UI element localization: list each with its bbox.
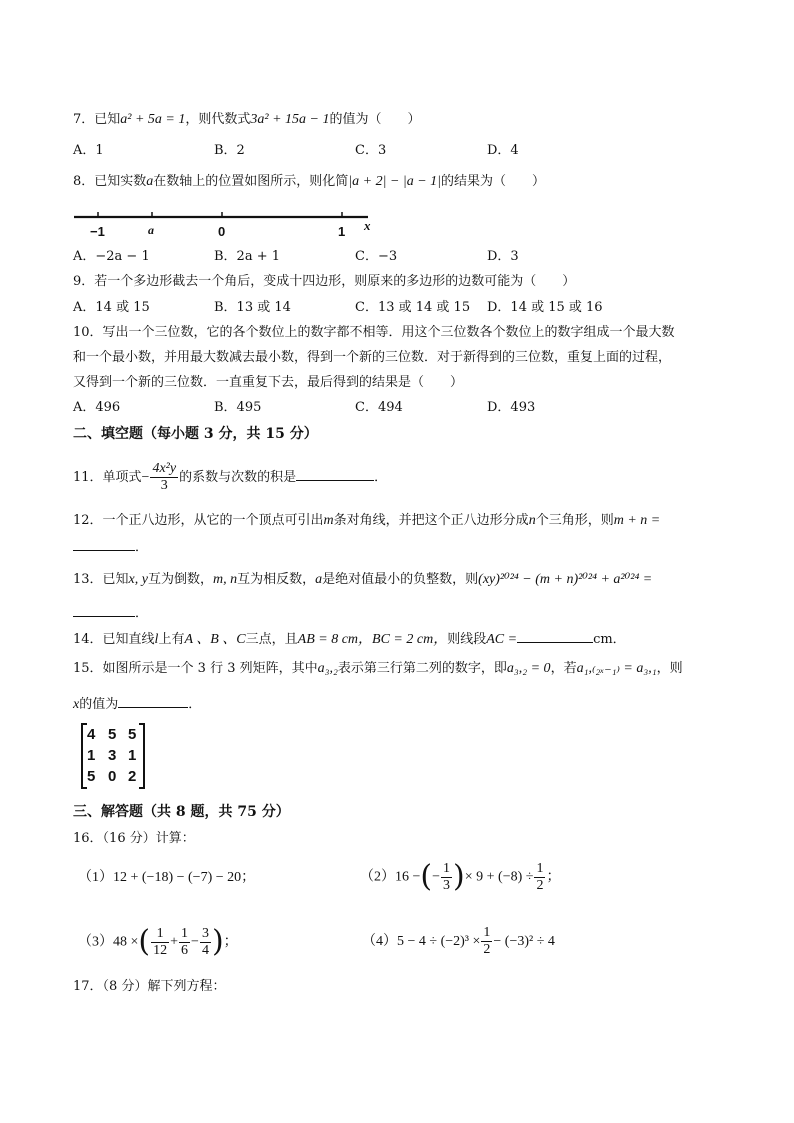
q7-option-c: C．3 bbox=[355, 143, 387, 158]
q14-unit: cm． bbox=[593, 632, 626, 647]
q12-expression: m + n = bbox=[613, 513, 661, 528]
q14-text3: 则线段 bbox=[447, 632, 487, 647]
q8-text: 在数轴上的位置如图所示，则化简 bbox=[153, 174, 349, 189]
q15-a32: a₃,₂ bbox=[317, 661, 338, 676]
label-0: 0 bbox=[218, 224, 226, 239]
q11-denominator: 3 bbox=[160, 478, 168, 493]
matrix-cell: 5 bbox=[128, 726, 137, 743]
q12-n: n bbox=[528, 513, 536, 528]
section-2-heading: 二、填空题（每小题 3 分，共 15 分） bbox=[73, 426, 318, 442]
denominator: 4 bbox=[201, 942, 209, 958]
q9-option-b: B．13 或 14 bbox=[214, 300, 291, 315]
q16-part3-a: （3）48 × bbox=[78, 934, 139, 950]
q14-points: A 、B 、C bbox=[184, 632, 246, 647]
q15-eq1: a₃,₂ = 0 bbox=[506, 661, 551, 676]
matrix-cell: 5 bbox=[87, 768, 96, 785]
q12-blank[interactable] bbox=[73, 536, 135, 551]
q14-line bbox=[73, 628, 626, 650]
q12-m: m bbox=[323, 513, 334, 528]
q16-frac-3-4 bbox=[200, 926, 211, 959]
q7-option-d: D．4 bbox=[487, 143, 519, 158]
q15-text1: 15．如图所示是一个 3 行 3 列矩阵，其中 bbox=[73, 661, 318, 676]
q14-l: l bbox=[154, 632, 159, 647]
q8-number: 8．已知实数 bbox=[73, 174, 147, 189]
q15-x: x bbox=[73, 697, 80, 712]
q9-option-d: D．14 或 15 或 16 bbox=[487, 300, 603, 315]
q16-title: 16．（16 分）计算： bbox=[73, 831, 195, 846]
q8-option-d: D．3 bbox=[487, 249, 519, 264]
q13-line bbox=[73, 570, 652, 590]
q10-option-a: A．496 bbox=[73, 400, 121, 415]
q8-line bbox=[73, 172, 545, 192]
q13-answer-line bbox=[73, 602, 148, 624]
q13-blank[interactable] bbox=[73, 602, 135, 617]
q13-a: a bbox=[315, 572, 323, 587]
denominator: 6 bbox=[181, 942, 189, 958]
matrix-cell: 1 bbox=[87, 747, 96, 764]
q12-text2: 条对角线，并把这个正八边形分成 bbox=[333, 513, 529, 528]
q11-minus: − bbox=[141, 470, 150, 485]
label-a: a bbox=[148, 223, 154, 237]
q11-end: ． bbox=[374, 470, 388, 485]
q7-number: 7．已知 bbox=[73, 112, 121, 127]
label-x: x bbox=[364, 218, 371, 233]
numerator: 1 bbox=[536, 860, 544, 876]
q16-frac-1-2b bbox=[481, 925, 492, 958]
label-neg1: −1 bbox=[90, 224, 105, 239]
q10-line1: 10．写出一个三位数，它的各个数位上的数字都不相等．用这个三位数各个数位上的数字组成一个最大数 bbox=[73, 325, 675, 340]
q15-line2 bbox=[73, 693, 201, 715]
q15-text3: ，若 bbox=[550, 661, 577, 676]
q10-line3: 又得到一个新的三位数．一直重复下去，最后得到的结果是（ ） bbox=[73, 375, 464, 390]
left-paren: ( bbox=[138, 924, 151, 959]
q17-title: 17．（8 分）解下列方程： bbox=[73, 979, 226, 994]
numerator: 3 bbox=[201, 925, 209, 941]
q7-tail: 的值为（ ） bbox=[329, 112, 421, 127]
matrix-cell: 3 bbox=[108, 747, 117, 764]
q7-option-a: A．1 bbox=[73, 143, 104, 158]
q7-option-b: B．2 bbox=[214, 143, 245, 158]
right-paren: ) bbox=[211, 924, 224, 959]
q10-option-b: B．495 bbox=[214, 400, 262, 415]
q15-end: ． bbox=[188, 697, 202, 712]
q16-part3 bbox=[78, 917, 238, 968]
q15-text2: 表示第三行第二列的数字，即 bbox=[337, 661, 507, 676]
q9-option-c: C．13 或 14 或 15 bbox=[355, 300, 471, 315]
q13-expression: (xy)²⁰²⁴ − (m + n)²⁰²⁴ + a²⁰²⁴ = bbox=[478, 572, 653, 587]
q8-tail: 的结果为（ ） bbox=[441, 174, 546, 189]
q16-part1-expr: （1）12 + (−18) − (−7) − 20； bbox=[78, 870, 256, 885]
plus-sign: + bbox=[170, 934, 179, 950]
q15-line1 bbox=[73, 659, 683, 679]
q12-end: ． bbox=[135, 540, 149, 555]
q16-part2-c: ； bbox=[546, 869, 561, 885]
q7-line bbox=[73, 110, 421, 130]
numerator: 1 bbox=[483, 925, 491, 940]
q14-text1: 上有 bbox=[158, 632, 185, 647]
q14-blank[interactable] bbox=[517, 628, 593, 643]
q13-end: ． bbox=[135, 606, 149, 621]
q16-part2-a: （2）16 − bbox=[360, 869, 421, 885]
q8-var: a bbox=[146, 174, 154, 189]
matrix-cell: 4 bbox=[87, 726, 96, 743]
number-line-figure bbox=[72, 200, 382, 246]
matrix-cell: 0 bbox=[108, 768, 117, 785]
q10-option-c: C．494 bbox=[355, 400, 403, 415]
q12-text1: 12．一个正八边形，从它的一个顶点可引出 bbox=[73, 513, 324, 528]
q13-xy: x, y bbox=[128, 572, 148, 587]
matrix-cell: 2 bbox=[128, 768, 137, 785]
q12-line bbox=[73, 511, 660, 531]
matrix-cell: 5 bbox=[108, 726, 117, 743]
q8-option-a: A．−2a − 1 bbox=[73, 249, 150, 264]
q13-text2: 互为相反数， bbox=[237, 572, 316, 587]
q12-answer-line bbox=[73, 536, 148, 558]
q16-part2-b: × 9 + (−8) ÷ bbox=[464, 869, 534, 885]
q11-number: 11．单项式 bbox=[73, 470, 142, 485]
left-paren: ( bbox=[420, 859, 433, 894]
q13-mn: m, n bbox=[213, 572, 238, 587]
q11-fraction bbox=[150, 461, 178, 494]
q16-frac-1-12 bbox=[151, 926, 169, 959]
q16-frac-1-3 bbox=[441, 861, 452, 894]
q11-blank[interactable] bbox=[296, 466, 374, 481]
denominator: 2 bbox=[536, 877, 544, 893]
q14-bc: BC = 2 cm， bbox=[372, 632, 448, 647]
q8-expression: |a + 2| − |a − 1| bbox=[348, 174, 442, 189]
q14-ab: AB = 8 cm， bbox=[297, 632, 373, 647]
numerator: 1 bbox=[443, 860, 451, 876]
q15-blank[interactable] bbox=[118, 693, 188, 708]
q13-text1: 互为倒数， bbox=[147, 572, 213, 587]
q11-numerator: 4x²y bbox=[152, 461, 177, 476]
denominator: 3 bbox=[443, 877, 451, 893]
q14-text2: 三点，且 bbox=[245, 632, 298, 647]
q16-part4-a: （4）5 − 4 ÷ (−2)³ × bbox=[362, 934, 481, 949]
minus-sign: − bbox=[191, 934, 199, 950]
q7-condition: a² + 5a = 1 bbox=[120, 112, 186, 127]
q15-text5: 的值为 bbox=[79, 697, 119, 712]
q11-text: 的系数与次数的积是 bbox=[179, 470, 297, 485]
q14-number: 14．已知直线 bbox=[73, 632, 155, 647]
denominator: 12 bbox=[153, 942, 168, 958]
numerator: 1 bbox=[151, 926, 169, 943]
section-3-heading: 三、解答题（共 8 题，共 75 分） bbox=[73, 804, 290, 820]
q10-option-d: D．493 bbox=[487, 400, 536, 415]
q16-frac-1-6 bbox=[179, 926, 190, 959]
q7-expression: 3a² + 15a − 1 bbox=[250, 112, 330, 127]
q13-text3: 是绝对值最小的负整数，则 bbox=[322, 572, 479, 587]
neg-sign: − bbox=[432, 869, 441, 885]
q8-option-c: C．−3 bbox=[355, 249, 398, 264]
q16-part2 bbox=[360, 852, 560, 903]
label-1: 1 bbox=[338, 224, 346, 239]
q9-option-a: A．14 或 15 bbox=[73, 300, 150, 315]
q12-text3: 个三角形，则 bbox=[535, 513, 614, 528]
q15-eq2: a₁,₍₂ₓ₋₁₎ = a₃,₁ bbox=[576, 661, 657, 676]
q16-frac-1-2 bbox=[534, 861, 545, 894]
q7-text: ，则代数式 bbox=[185, 112, 251, 127]
denominator: 2 bbox=[483, 942, 491, 957]
q16-part4-b: − (−3)² ÷ 4 bbox=[493, 934, 555, 949]
q9-text: 9．若一个多边形截去一个角后，变成十四边形，则原来的多边形的边数可能为（ ） bbox=[73, 274, 576, 289]
matrix-cell: 1 bbox=[128, 747, 137, 764]
q16-part4 bbox=[362, 917, 555, 967]
q15-text4: ，则 bbox=[656, 661, 683, 676]
numerator: 1 bbox=[181, 925, 189, 941]
q13-number: 13．已知 bbox=[73, 572, 129, 587]
q11-line bbox=[73, 458, 387, 498]
q10-line2: 和一个最小数，并用最大数减去最小数，得到一个新的三位数．对于新得到的三位数，重复上面的过程， bbox=[73, 350, 672, 365]
right-paren: ) bbox=[453, 859, 465, 894]
q16-part3-c: ； bbox=[223, 934, 238, 950]
matrix-figure bbox=[80, 722, 146, 790]
q8-option-b: B．2a + 1 bbox=[214, 249, 281, 264]
q16-part1 bbox=[78, 868, 255, 888]
q14-ac: AC = bbox=[486, 632, 518, 647]
